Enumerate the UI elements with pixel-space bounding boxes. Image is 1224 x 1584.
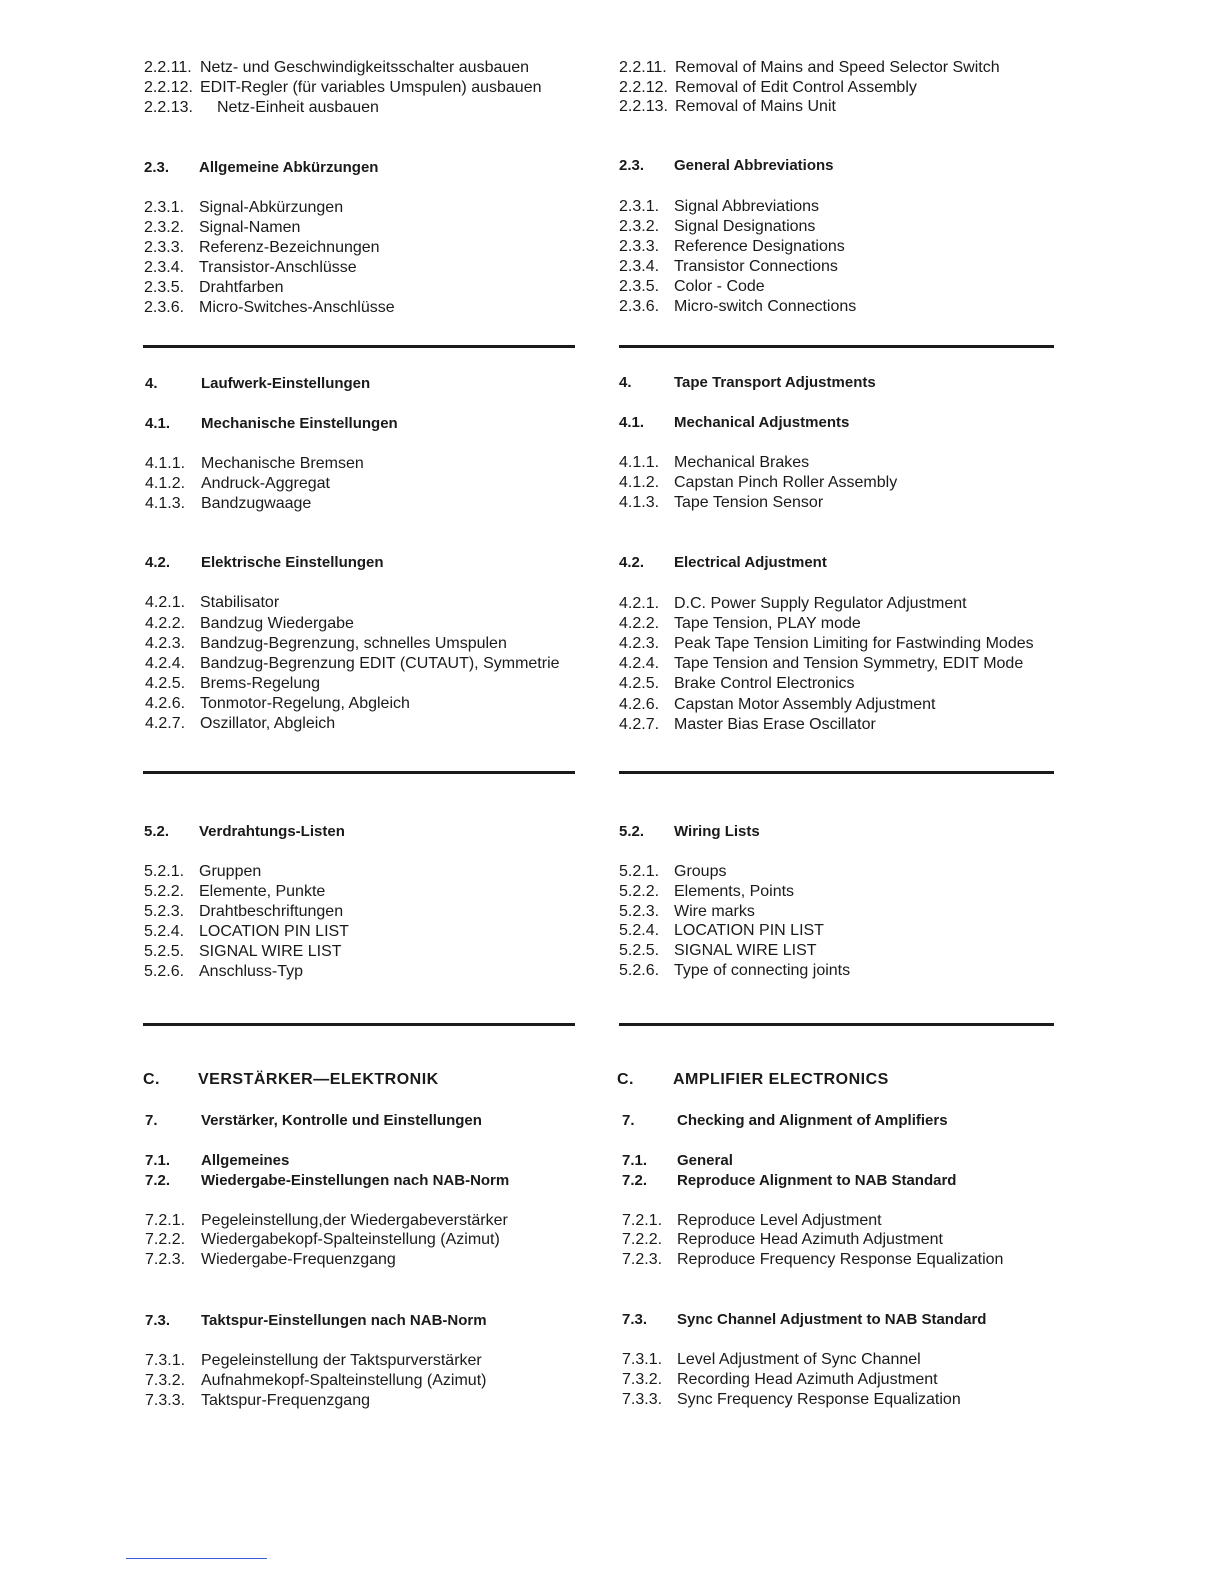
section-divider bbox=[619, 771, 1054, 774]
section-divider bbox=[143, 345, 575, 348]
section-divider bbox=[619, 1023, 1054, 1026]
section-divider bbox=[143, 1023, 575, 1026]
footer-rule bbox=[126, 1558, 267, 1559]
section-divider bbox=[143, 771, 575, 774]
section-divider bbox=[619, 345, 1054, 348]
